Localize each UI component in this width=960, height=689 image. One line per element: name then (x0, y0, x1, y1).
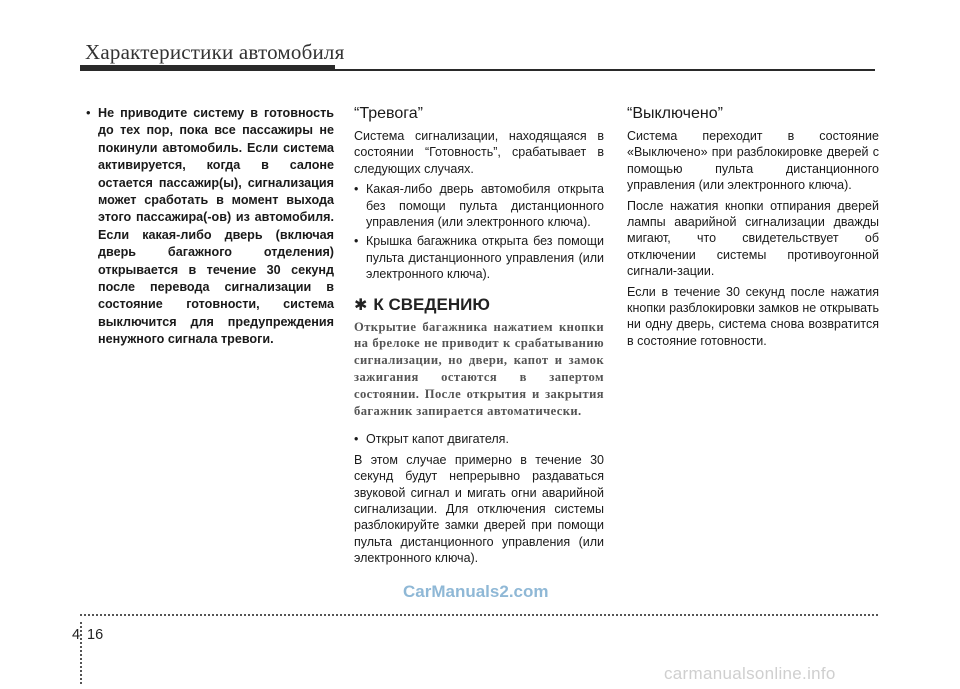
watermark-link[interactable]: CarManuals2.com (403, 582, 549, 601)
hood-list (354, 431, 604, 447)
page-number: 16 (87, 627, 104, 643)
notice-title: К СВЕДЕНИЮ (373, 294, 490, 314)
list-item: • Крышка багажника открыта без помощи пульта дистанционного управления (или электронного ключа). (354, 234, 604, 282)
page-title: Характеристики автомобиля (85, 40, 345, 64)
off-para-3: Если в течение 30 секунд после нажатия кнопки разблокировки замков не открывать ни одну дверь, система снова возвратится в состояние готовности. (627, 284, 879, 348)
section-heading-off: “Выключено” (627, 105, 723, 122)
footer-rule (80, 614, 878, 616)
column-left (86, 105, 334, 349)
alarm-intro: Система сигнализации, находящаяся в состоянии “Готовность”, срабатывает в следующих случаях. (354, 129, 604, 176)
off-para-2: После нажатия кнопки отпирания дверей лампы аварийной сигнализации дважды мигают, что свидетельствует об отключении системы противоугонной сигнали-зации. (627, 198, 879, 279)
bullet-dot: • (86, 105, 91, 120)
section-heading-alarm: “Тревога” (354, 105, 423, 122)
footer-vertical-rule (80, 622, 82, 684)
alarm-closing: В этом случае примерно в течение 30 секунд будут непрерывно раздаваться звуковой сигнал и мигать огни аварийной сигнализации. Для отключения системы разблокируйте замки дверей при помощи пульта дистанционного управления (или электронного ключа). (354, 452, 604, 566)
footer-brand-watermark: carmanualsonline.info (664, 664, 836, 683)
alarm-conditions-list (354, 181, 604, 282)
notice-body: Открытие багажника нажатием кнопки на брелоке не приводит к срабатыванию сигнализации, но двери, капот и замок зажигания остаются в запертом состоянии. После открытия и закрытия багажник запирается автоматически. (354, 319, 604, 418)
warning-text: Не приводите систему в готовность до тех пор, пока все пассажиры не покинули автомобиль. Если система активируется, когда в салоне остается пассажир(ы), сигнализация может сработать в момент выхода этого пассажира(-ов) из автомобиля. Если какая-либо дверь (включая дверь багажного отделения) открывается в течение 30 секунд после перевода сигнализации в состояние готовности, система выключится для предупреждения ненужного сигнала тревоги. (98, 106, 334, 347)
off-para-1: Система переходит в состояние «Выключено» при разблокировке дверей с помощью пульта дистанционного управления (или электронного ключа). (627, 129, 879, 193)
column-right (627, 105, 879, 353)
chapter-number: 4 (72, 627, 81, 643)
list-item: • Открыт капот двигателя. (354, 432, 509, 447)
column-middle (354, 105, 604, 571)
notice-heading (354, 295, 604, 315)
header-rule-thick (80, 65, 335, 71)
warning-bullet (86, 105, 334, 349)
notice-star-icon: ✱ (354, 296, 368, 314)
list-item: • Какая-либо дверь автомобиля открыта без помощи пульта дистанционного управления (или электронного ключа). (354, 182, 604, 230)
header-rule-thin (335, 69, 875, 71)
